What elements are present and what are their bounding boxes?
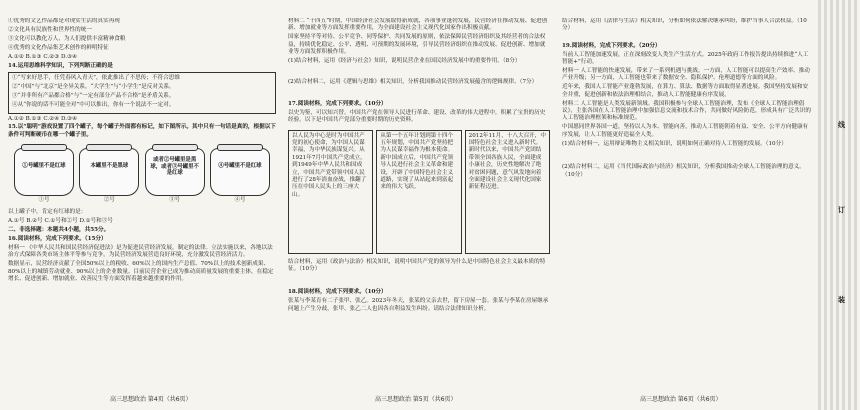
- option-line: ①优秀的文艺作品都是对现实生活的真实再现: [8, 18, 120, 24]
- q19-intro: 当前人工智能加速发展，正在深刻改变人类生产生活方式。2025年政府工作报告提出持续推进“人工智能+”行动。: [562, 51, 809, 66]
- q14-box: [8, 72, 276, 114]
- history-frame-1: 以人民为中心是时为中国共产党的初心使命，为中国人民谋幸福，为中华民族谋复兴。从1921年7月中国共产党成立，到1949年中华人民共和国成立，中国共产党带领中国人民进行了28年浴血奋战，推翻了压在中国人民头上的三座大山。: [288, 130, 373, 254]
- page-6-footer: 高三思想政治 第6页（共6页）: [640, 396, 722, 403]
- margin-mark: 订: [838, 205, 845, 214]
- q17-intro: 以史为鉴，可以知兴替。中国共产党在领导人民进行革命、建设、改革的伟大进程中，积累了宝贵的历史经验。以下是中国共产党部分重要时期的历史资料。: [288, 109, 546, 124]
- question-16-1: (1)结合材料，运用《经济与社会》知识，说明民营企业在国民经济发展中的重要作用。（8分）: [288, 58, 521, 65]
- jar-2: [79, 148, 139, 203]
- material-paragraph: 数据显示，民营经济贡献了全国50%以上的税收、60%以上的国内生产总值、70%以上的技术创新成果、80%以上的城镇劳动就业、90%以上的企业数量。目前民营企业已成为推动高质量发展的重要主体，在稳定增长、促进创新、增加就业、改善民生等方面发挥着越来越重要的作用。: [8, 261, 274, 283]
- question-17: 17.阅读材料，完成下列要求。（10分）: [288, 100, 387, 107]
- material-paragraph: 材料一 《中华人民共和国民营经济促进法》是为促进民营经济发展，制定的法律。立法实施以来，各地以法治方式保障各类市场主体平等参与竞争，为民营经济发展营造良好环境，充分激发民营经济活力。: [8, 244, 273, 259]
- jar-4: [210, 148, 270, 203]
- q18-ask: 结合材料，运用《法律与生活》相关知识，分析如何依法解决继承纠纷，维护当事人合法权益。（10分）: [562, 18, 807, 32]
- question-19-2: (2)结合材料二，运用《当代国际政治与经济》相关知识，分析我国推动全球人工智能治理的意义。（10分）: [562, 164, 805, 178]
- choice-line: A.①号 B.②号 C.①号和②号 D.①号和③号: [8, 218, 113, 225]
- statement: ③“并非所有产品都合格”与“一定有部分产品不合格”是矛盾关系。: [12, 92, 175, 99]
- jar-3: [145, 148, 205, 203]
- statement: ①“写来好思手，任凭春风入青天”，依此推出了不思传；不符合思维: [12, 74, 180, 81]
- material-2-more: 中国愿同世界各国一道，坚持以人为本、智能向善，推动人工智能朝着有益、安全、公平方向健康有序发展，让人工智能更好造福全人类。: [562, 124, 809, 138]
- option-line: ②文化具有民族性和世界性的统一: [8, 26, 92, 33]
- jar-caption: ③号: [169, 196, 181, 203]
- jar-label: 或者②号罐里是黑球，或者③号罐里不是红球: [150, 157, 199, 177]
- jar-figure: [8, 142, 276, 206]
- question-18: 18.阅读材料，完成下列要求。（10分）: [288, 289, 387, 296]
- q18-text: 张某与李某育有二子张甲、张乙。2023年冬天，张某的父亲去世，留下房屋一套。张某与李某在房屋继承问题上产生分歧，张甲、张乙二人也因各自利益发生纠纷。请结合法律知识分析。: [288, 298, 549, 312]
- margin-mark: 装: [838, 295, 845, 304]
- question-15: 15.以“聪明”游戏设置了四个罐子，每个罐子外面都有标记，如下图所示。其中只有一句话是真的，根据以下条件可判断硬币在哪一个罐子里。: [8, 124, 276, 138]
- page-4-footer: 高三思想政治 第4页（共6页）: [110, 396, 192, 403]
- jar-label: ④号罐里不是红球: [218, 163, 262, 170]
- jar-label: ①号罐里不是红球: [22, 163, 66, 170]
- question-14: 14.运用思维科学知识，下列判断正确的是: [8, 62, 113, 69]
- page-6-column: [562, 18, 812, 388]
- material-2-more: 国家坚持平等对待、公平竞争、同等保护、共同发展的原则，依法保障民营经济组织及其经营者的合法权益，持续优化稳定、公平、透明、可预期的发展环境，引导民营经济组织在推动发展、促进创新、增加就业等方面发挥积极作用。: [288, 34, 546, 56]
- material-1-more: 近年来，我国人工智能产业蓬勃发展，在算力、算法、数据等方面取得显著进展。我国坚持发展和安全并重，促进创新和依法治理相结合，推动人工智能健康有序发展。: [562, 84, 809, 98]
- jar-caption: ④号: [234, 196, 246, 203]
- jar-label: 本罐里不是黑球: [90, 163, 129, 170]
- material-2: 材料二 “十四五”时期，中国经济社会发展取得新成就，各项事业蓬勃发展，民营经济在推动发展、促进创新、增加就业等方面发挥重要作用，为全面建设社会主义现代化国家作出积极贡献。: [288, 18, 548, 32]
- history-frame-2: 从第一个五年计划到第十四个五年规划，中国共产党坚持把为人民谋幸福作为根本使命。新中国成立后，中国共产党领导人民进行社会主义革命和建设，开辟了中国特色社会主义道路，实现了从站起来到富起来的伟大飞跃。: [376, 130, 461, 254]
- q17-ask: 结合材料，运用《政治与法治》相关知识，说明中国共产党的领导为什么是中国特色社会主义最本质的特征。（10分）: [288, 258, 546, 272]
- jar-1: [14, 148, 74, 203]
- history-frame-3: 2012年11月，十八大召开，中国特色社会主义进入新时代。新时代以来，中国共产党团结带领全国各族人民，全面建成小康社会，历史性地解决了绝对贫困问题，意气风发地向着全面建设社会主义现代化国家新征程迈进。: [465, 130, 550, 254]
- q15-tail: 以上罐子中，肯定有红球的是：: [8, 209, 87, 216]
- question-19: 19.阅读材料，完成下列要求。（20分）: [562, 42, 661, 49]
- material-1: 材料一 人工智能的快速发展，带来了一系列机遇与挑战。一方面，人工智能可以提高生产效率、推动产业升级；另一方面，人工智能也带来了数据安全、隐私保护、伦理道德等方面的风险。: [562, 68, 810, 82]
- page-5-footer: 高三思想政治 第5页（共6页）: [375, 396, 457, 403]
- statement: ④从“你说的话不可能全对”中可以推出，你有一个说法不一定对。: [12, 101, 175, 108]
- choice-line: A.①② B.①③ C.②④ D.③④: [8, 115, 78, 122]
- material-2: 材料二 人工智能是人类发展新领域。我国积极参与全球人工智能治理，发布《全球人工智能治理倡议》，主张各国在人工智能治理中加强信息交流和技术合作，共同做好风险防范，形成具有广泛共识的人工智能治理框架和标准规范。: [562, 100, 811, 122]
- jar-caption: ①号: [38, 196, 50, 203]
- choice-line: A.①② B.①③ C.②③ D.③④: [8, 53, 78, 60]
- option-line: ③文化可以教化万人，为人们提供丰富精神食粮: [8, 35, 126, 42]
- margin-mark: 线: [838, 120, 845, 129]
- statement: ②“中国”与“北京”是全异关系，“大学生”与“小学生”是反对关系。: [12, 83, 175, 90]
- jar-caption: ②号: [103, 196, 115, 203]
- part-2-heading: 二、非选择题：本题共4小题，共55分。: [8, 227, 110, 234]
- question-16: 16.阅读材料，完成下列要求。（15分）: [8, 236, 107, 242]
- page-4-column: [8, 18, 276, 388]
- question-16-2: (2)结合材料二，运用《逻辑与思维》相关知识，分析我国推动民营经济发展蕴含的逻辑规律。（7分）: [288, 79, 538, 86]
- q17-frames: [288, 128, 550, 256]
- question-19-1: (1)结合材料一，运用辩证唯物主义相关知识，说明如何正确对待人工智能的发展。（10分）: [562, 140, 787, 147]
- page-5-column: [288, 18, 550, 388]
- option-line: ④优秀的文化作品集艺术创作的鲜明特征: [8, 44, 109, 51]
